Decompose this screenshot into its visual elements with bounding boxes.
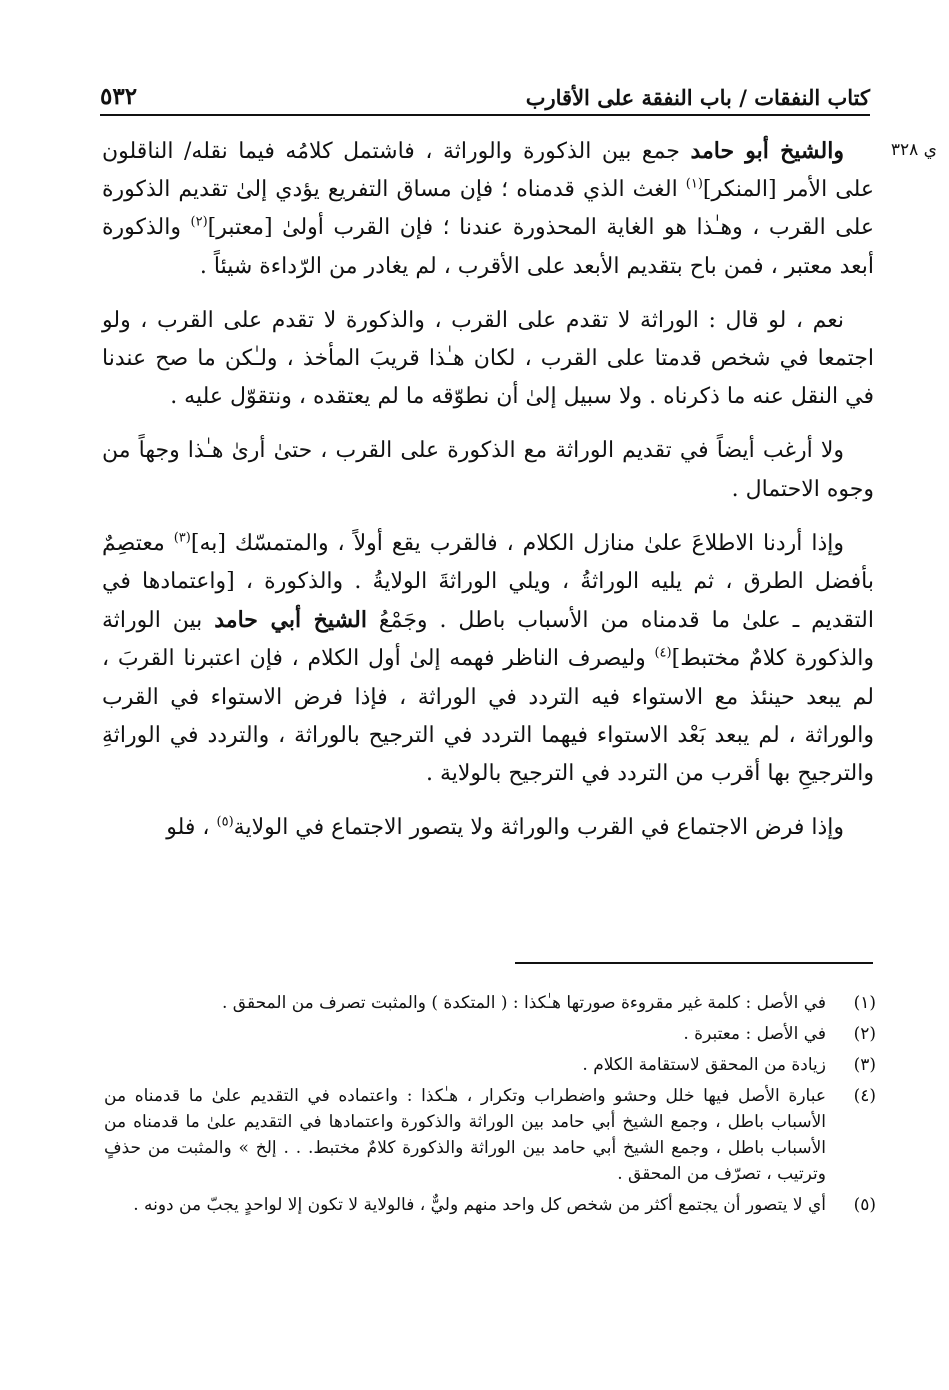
paragraph-text: وإذا فرض الاجتماع في القرب والوراثة ولا يتصور الاجتماع في الولاية [233, 815, 844, 841]
margin-reference: ي ٣٢٨ [890, 140, 937, 160]
bold-name: الشيخ أبي حامد [214, 607, 367, 634]
footnote-number: (٥) [853, 1195, 876, 1215]
paragraph-text: نعم ، لو قال : الوراثة لا تقدم على القرب ، والذكورة لا تقدم على القرب ، ولو اجتمعا في شخص قدمتا على القرب ، لكان هـٰذا قريبَ المأخذ ، ولـٰكن ما صح عندنا في النقل عنه ما ذكرناه . ولا سبيل إلىٰ أن نطوّقه ما لم يعتقده ، ونتقوّل عليه . [102, 307, 874, 410]
paragraph-3 [102, 432, 874, 508]
footnote-ref-5[interactable]: (٥) [216, 814, 234, 830]
footnote-ref-1[interactable]: (١) [685, 176, 703, 192]
footnote-text: في الأصل : كلمة غير مقروءة صورتها هـٰكذا : ( المتكدة ) والمثبت تصرف من المحقق . [222, 993, 826, 1013]
paragraph-text: جمع بين الذكورة والوراثة ، فاشتمل كلامُه فيما نقله/ الناقلون على الأمر [المنكر] [102, 139, 874, 203]
footnote-1 [104, 990, 876, 1016]
bold-name: والشيخ أبو حامد [690, 138, 844, 164]
footnote-ref-3[interactable]: (٣) [173, 530, 191, 546]
footnote-text: عبارة الأصل فيها خلل وحشو واضطراب وتكرار ، هـٰكذا : واعتماده في التقديم علىٰ ما قدمناه من الأسباب باطل ، وجمع الشيخ أبي حامد بين الوراثة والذكورة واعتمادها في التقديم علىٰ ما قدمناه من الأسباب باطل ، وجمع الشيخ أبي حامد بين الوراثة والذكورة كلامٌ مختبط. . . إلخ » والمثبت من حذفٍ وترتيب ، تصرّف من المحقق . [104, 1086, 826, 1184]
footnote-ref-2[interactable]: (٢) [190, 215, 208, 231]
footnote-5 [104, 1192, 876, 1218]
paragraph-text: وليصرف الناظر فهمه إلىٰ أول الكلام ، فإن اعتبرنا القربَ ، لم يبعد حينئذ مع الاستواء فيه التردد في الوراثة ، فإذا فرض الاستواء في القرب والوراثة ، لم يبعد بَعْد الاستواء فيهما التردد في الترجيح بالوراثة ، والتردد في الوراثةِ والترجيحِ بها أقرب من التردد في الترجيح بالولاية . [102, 646, 874, 787]
footnote-ref-4[interactable]: (٤) [654, 646, 672, 662]
footnote-4 [104, 1083, 876, 1187]
footnote-text: في الأصل : معتبرة . [683, 1024, 826, 1044]
paragraph-1 [102, 132, 874, 286]
paragraph-5 [102, 809, 874, 847]
footnote-2 [104, 1021, 876, 1047]
paragraph-text: بين الوراثة والذكورة كلامٌ مختبط] [102, 608, 875, 672]
footnote-number: (٤) [853, 1086, 876, 1106]
paragraph-text: وإذا أردنا الاطلاعَ علىٰ منازل الكلام ، فالقرب يقع أولاً ، والمتمسّك [به] [190, 530, 845, 556]
footnote-divider [515, 962, 873, 964]
paragraph-text: والذكورة أبعد معتبر ، فمن باح بتقديم الأبعد على الأقرب ، لم يغادر من الرّداءة شيئاً . [102, 215, 874, 279]
paragraph-text: الغث الذي قدمناه ؛ فإن مساق التفريع يؤدي إلىٰ تقديم الذكورة على القرب ، وهـٰذا هو الغاية المحذورة عندنا ؛ فإن القرب أولىٰ [معتبر] [102, 177, 874, 241]
footnote-text: زيادة من المحقق لاستقامة الكلام . [582, 1055, 826, 1075]
footnote-number: (٢) [853, 1024, 876, 1044]
paragraph-4 [102, 525, 874, 793]
footnote-number: (١) [853, 993, 876, 1013]
footnotes [104, 990, 876, 1223]
running-title: كتاب النفقات / باب النفقة على الأقارب [520, 85, 870, 114]
footnote-3 [104, 1052, 876, 1078]
paragraph-text: ولا أرغب أيضاً في تقديم الوراثة مع الذكورة على القرب ، حتىٰ أرىٰ هـٰذا وجهاً من وجوه الاحتمال . [102, 438, 874, 502]
main-text [102, 132, 874, 863]
paragraph-text: معتصِمٌ بأفضل الطرق ، ثم يليه الوراثةُ ، ويلي الوراثةَ الولايةُ . والذكورة ، [واعتمادها في التقديم ـ علىٰ ما قدمناه من الأسباب باطل . وجَمْعُ [102, 530, 874, 634]
footnote-text: أي لا يتصور أن يجتمع أكثر من شخص كل واحد منهم وليٌّ ، فالولاية لا تكون إلا لواحدٍ يجبّ من دونه . [133, 1195, 826, 1215]
page-header [100, 74, 870, 116]
paragraph-text: ، فلو [166, 815, 217, 841]
paragraph-2 [102, 302, 874, 417]
page-number: ٥٣٢ [100, 83, 138, 110]
footnote-number: (٣) [853, 1055, 876, 1075]
